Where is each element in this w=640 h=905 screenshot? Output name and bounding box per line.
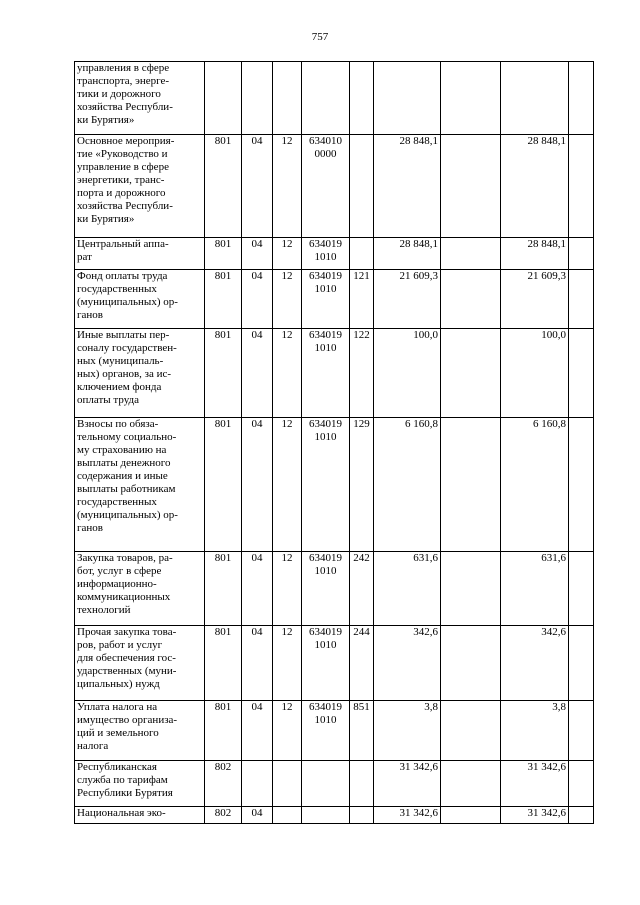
- ministry-code: 801: [205, 552, 242, 626]
- col7-cell: [441, 238, 501, 270]
- section-code: [242, 62, 273, 135]
- target-article-code: [302, 761, 350, 807]
- amount-cell: 342,6: [374, 626, 441, 701]
- col8-cell: 21 609,3: [501, 270, 569, 329]
- table-row: [75, 701, 594, 761]
- target-article-code: 634010 0000: [302, 135, 350, 238]
- col9-cell: [569, 807, 594, 824]
- amount-cell: 28 848,1: [374, 135, 441, 238]
- expense-type-code: [350, 62, 374, 135]
- col8-cell: 31 342,6: [501, 761, 569, 807]
- subsection-code: [273, 761, 302, 807]
- target-article-code: 634019 1010: [302, 270, 350, 329]
- amount-cell: 100,0: [374, 329, 441, 418]
- budget-table: [74, 61, 594, 824]
- col7-cell: [441, 418, 501, 552]
- table-row: [75, 807, 594, 824]
- col8-cell: 28 848,1: [501, 135, 569, 238]
- amount-cell: 31 342,6: [374, 807, 441, 824]
- amount-cell: 31 342,6: [374, 761, 441, 807]
- amount-cell: 3,8: [374, 701, 441, 761]
- col8-cell: 6 160,8: [501, 418, 569, 552]
- row-name: Взносы по обяза- тельному социально- му страхованию на выплаты денежного содержания и иные выплаты работникам государственных (муниципальных) ор- ганов: [75, 418, 205, 552]
- ministry-code: 801: [205, 418, 242, 552]
- section-code: 04: [242, 238, 273, 270]
- table-row: [75, 329, 594, 418]
- table-row: [75, 270, 594, 329]
- section-code: 04: [242, 270, 273, 329]
- subsection-code: 12: [273, 238, 302, 270]
- target-article-code: 634019 1010: [302, 626, 350, 701]
- col7-cell: [441, 270, 501, 329]
- table-row: [75, 626, 594, 701]
- table-row: [75, 62, 594, 135]
- row-name: Основное мероприя- тие «Руководство и управление в сфере энергетики, транс- порта и дорожного хозяйства Республи- ки Бурятия»: [75, 135, 205, 238]
- section-code: 04: [242, 418, 273, 552]
- subsection-code: 12: [273, 329, 302, 418]
- col8-cell: 631,6: [501, 552, 569, 626]
- ministry-code: [205, 62, 242, 135]
- col7-cell: [441, 761, 501, 807]
- col8-cell: 100,0: [501, 329, 569, 418]
- subsection-code: 12: [273, 270, 302, 329]
- ministry-code: 802: [205, 807, 242, 824]
- expense-type-code: [350, 761, 374, 807]
- table-row: [75, 418, 594, 552]
- ministry-code: 801: [205, 626, 242, 701]
- row-name: Фонд оплаты труда государственных (муниципальных) ор- ганов: [75, 270, 205, 329]
- col9-cell: [569, 701, 594, 761]
- subsection-code: 12: [273, 701, 302, 761]
- subsection-code: 12: [273, 626, 302, 701]
- subsection-code: [273, 62, 302, 135]
- expense-type-code: 129: [350, 418, 374, 552]
- amount-cell: [374, 62, 441, 135]
- target-article-code: 634019 1010: [302, 238, 350, 270]
- col8-cell: 28 848,1: [501, 238, 569, 270]
- section-code: 04: [242, 135, 273, 238]
- target-article-code: [302, 807, 350, 824]
- expense-type-code: [350, 135, 374, 238]
- table-row: [75, 552, 594, 626]
- col9-cell: [569, 135, 594, 238]
- target-article-code: 634019 1010: [302, 418, 350, 552]
- expense-type-code: 242: [350, 552, 374, 626]
- target-article-code: 634019 1010: [302, 701, 350, 761]
- ministry-code: 801: [205, 135, 242, 238]
- amount-cell: 631,6: [374, 552, 441, 626]
- col7-cell: [441, 807, 501, 824]
- col9-cell: [569, 761, 594, 807]
- ministry-code: 801: [205, 329, 242, 418]
- row-name: Республиканская служба по тарифам Республики Бурятия: [75, 761, 205, 807]
- col7-cell: [441, 626, 501, 701]
- page-number: 757: [311, 31, 329, 43]
- expense-type-code: 244: [350, 626, 374, 701]
- expense-type-code: 122: [350, 329, 374, 418]
- row-name: Закупка товаров, ра- бот, услуг в сфере информационно- коммуникационных технологий: [75, 552, 205, 626]
- ministry-code: 801: [205, 238, 242, 270]
- subsection-code: 12: [273, 552, 302, 626]
- table-row: [75, 135, 594, 238]
- ministry-code: 801: [205, 270, 242, 329]
- col9-cell: [569, 626, 594, 701]
- expense-type-code: [350, 807, 374, 824]
- col8-cell: 31 342,6: [501, 807, 569, 824]
- col9-cell: [569, 238, 594, 270]
- subsection-code: [273, 807, 302, 824]
- section-code: 04: [242, 626, 273, 701]
- col8-cell: [501, 62, 569, 135]
- table-row: [75, 761, 594, 807]
- col9-cell: [569, 62, 594, 135]
- row-name: Уплата налога на имущество организа- ций и земельного налога: [75, 701, 205, 761]
- col8-cell: 3,8: [501, 701, 569, 761]
- col9-cell: [569, 418, 594, 552]
- col9-cell: [569, 552, 594, 626]
- row-name: управления в сфере транспорта, энерге- тики и дорожного хозяйства Республи- ки Бурятия»: [75, 62, 205, 135]
- expense-type-code: 121: [350, 270, 374, 329]
- col9-cell: [569, 329, 594, 418]
- row-name: Центральный аппа- рат: [75, 238, 205, 270]
- subsection-code: 12: [273, 418, 302, 552]
- ministry-code: 802: [205, 761, 242, 807]
- expense-type-code: 851: [350, 701, 374, 761]
- expense-type-code: [350, 238, 374, 270]
- amount-cell: 6 160,8: [374, 418, 441, 552]
- col7-cell: [441, 701, 501, 761]
- section-code: 04: [242, 329, 273, 418]
- subsection-code: 12: [273, 135, 302, 238]
- section-code: 04: [242, 701, 273, 761]
- section-code: 04: [242, 552, 273, 626]
- table-row: [75, 238, 594, 270]
- col7-cell: [441, 62, 501, 135]
- row-name: Иные выплаты пер- соналу государствен- ных (муниципаль- ных) органов, за ис- ключением фонда оплаты труда: [75, 329, 205, 418]
- target-article-code: 634019 1010: [302, 552, 350, 626]
- col9-cell: [569, 270, 594, 329]
- ministry-code: 801: [205, 701, 242, 761]
- col7-cell: [441, 329, 501, 418]
- target-article-code: 634019 1010: [302, 329, 350, 418]
- amount-cell: 21 609,3: [374, 270, 441, 329]
- col7-cell: [441, 552, 501, 626]
- row-name: Прочая закупка това- ров, работ и услуг для обеспечения гос- ударственных (муни- ципальных) нужд: [75, 626, 205, 701]
- amount-cell: 28 848,1: [374, 238, 441, 270]
- section-code: [242, 761, 273, 807]
- row-name: Национальная эко-: [75, 807, 205, 824]
- col8-cell: 342,6: [501, 626, 569, 701]
- target-article-code: [302, 62, 350, 135]
- section-code: 04: [242, 807, 273, 824]
- col7-cell: [441, 135, 501, 238]
